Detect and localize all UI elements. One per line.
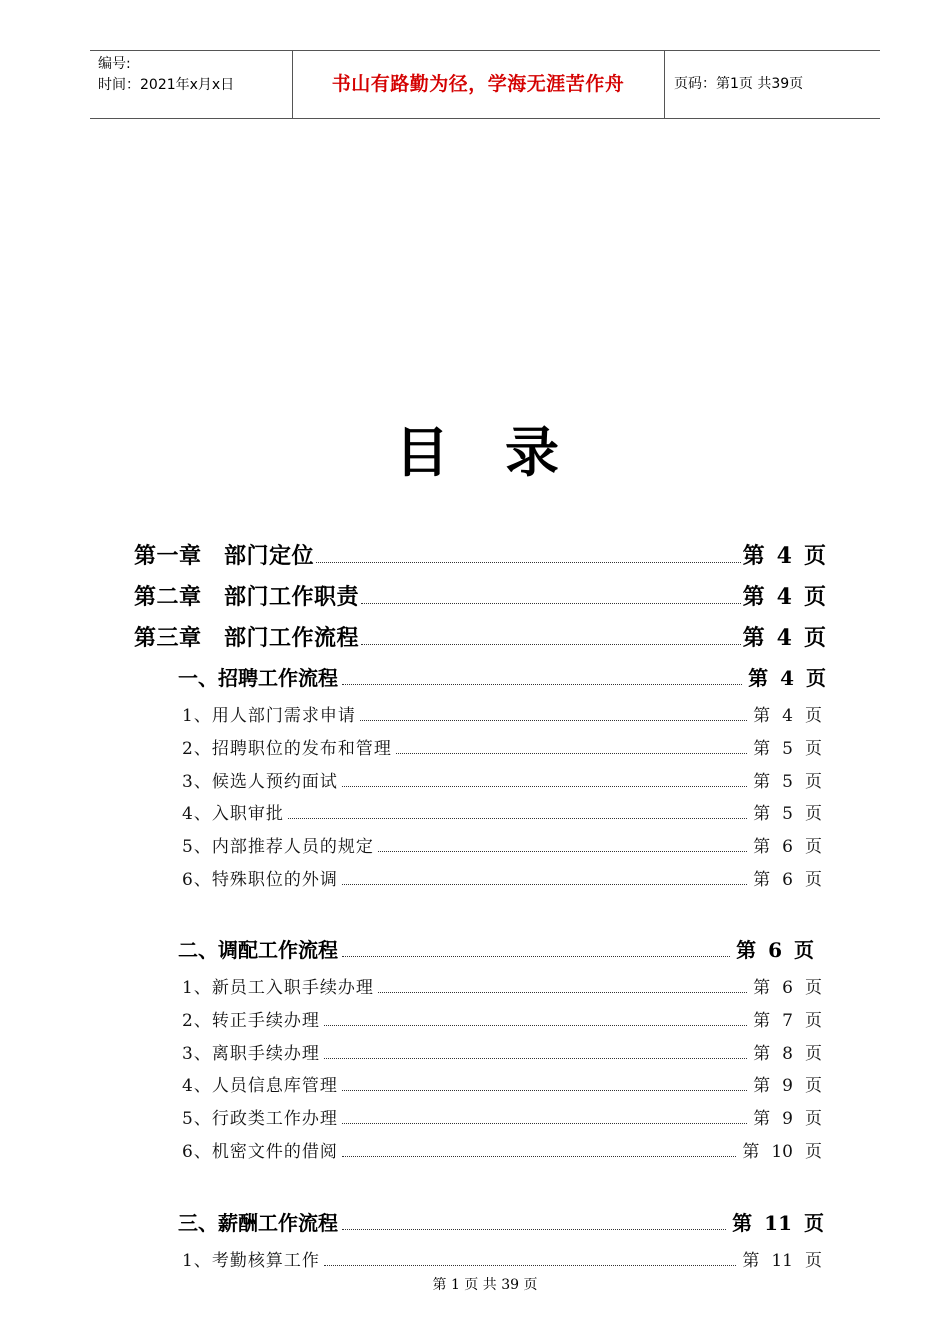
toc-entry-label: 第一章 部门定位 [134,543,315,569]
toc-page-ref: 第 9 页 [753,1109,822,1130]
toc-page-ref: 第 6 页 [753,837,822,858]
toc-entry-label: 3、候选人预约面试 [182,771,338,792]
toc-item[interactable] [182,1038,822,1064]
toc-item[interactable] [182,1005,822,1031]
toc-chapter[interactable] [134,538,826,570]
dot-leader [324,1024,747,1026]
toc-item[interactable] [182,1103,822,1129]
toc-page-ref: 第 4 页 [742,543,826,569]
dot-leader [378,850,747,852]
toc-page-ref: 第 11 页 [742,1251,822,1271]
page-footer: 第 1 页 共 39 页 [432,1277,538,1293]
dot-leader [361,602,741,604]
dot-leader [324,1057,747,1059]
toc-entry-label: 4、人员信息库管理 [182,1076,338,1097]
toc-entry-label: 二、调配工作流程 [178,938,338,962]
toc-entry-label: 一、招聘工作流程 [178,666,338,690]
toc-chapter[interactable] [134,579,826,611]
toc-page-ref: 第 5 页 [753,804,822,825]
toc-item[interactable] [182,798,822,824]
toc-item[interactable] [182,733,822,759]
dot-leader [342,955,730,957]
toc-item[interactable] [182,831,822,857]
toc-entry-label: 4、入职审批 [182,804,284,825]
toc-entry-label: 6、机密文件的借阅 [182,1142,338,1162]
toc-entry-label: 1、用人部门需求申请 [182,706,356,726]
dot-leader [396,752,747,754]
toc-item[interactable] [182,1136,822,1162]
toc-page-ref: 第 6 页 [753,870,822,890]
toc-item[interactable] [182,766,822,792]
toc-page-ref: 第 10 页 [742,1142,822,1162]
toc-item[interactable] [182,1070,822,1096]
toc-page-ref: 第 5 页 [753,771,822,792]
toc-section[interactable] [178,933,814,963]
toc-page-ref: 第 7 页 [753,1010,822,1031]
dot-leader [342,1089,747,1091]
toc-chapter[interactable] [134,620,826,652]
toc-item[interactable] [182,700,822,726]
header-divider [664,51,665,118]
toc-entry-label: 1、新员工入职手续办理 [182,978,374,998]
toc-page-ref: 第 6 页 [753,978,822,998]
toc-item[interactable] [182,972,822,998]
dot-leader [342,1155,737,1157]
dot-leader [342,883,747,885]
header-page-info: 页码：第1页 共39页 [674,76,804,92]
dot-leader [324,1264,737,1266]
toc-page-ref: 第 4 页 [748,666,826,690]
dot-leader [378,991,747,993]
toc-item[interactable] [182,1245,822,1271]
toc-entry-label: 1、考勤核算工作 [182,1251,320,1271]
dot-leader [361,643,741,645]
toc-page-ref: 第 4 页 [753,706,822,726]
toc-page-ref: 第 6 页 [736,938,814,962]
toc-section[interactable] [178,661,826,691]
toc-page-ref: 第 4 页 [742,625,826,651]
toc-entry-label: 2、招聘职位的发布和管理 [182,738,392,759]
toc-page-ref: 第 8 页 [753,1043,822,1064]
toc-section[interactable] [178,1206,824,1236]
toc-page-ref: 第 9 页 [753,1076,822,1097]
toc-entry-label: 第三章 部门工作流程 [134,625,360,651]
header-meta [98,54,234,96]
toc-entry-label: 5、行政类工作办理 [182,1109,338,1130]
dot-leader [342,1228,726,1230]
toc-page-ref: 第 5 页 [753,738,822,759]
dot-leader [342,785,747,787]
toc-entry-label: 第二章 部门工作职责 [134,584,360,610]
number-label: 编号: [98,56,131,72]
dot-leader [360,719,747,721]
toc-title: 目录 [395,420,615,484]
toc-entry-label: 2、转正手续办理 [182,1010,320,1031]
toc-entry-label: 三、薪酬工作流程 [178,1211,338,1235]
toc-entry-label: 3、离职手续办理 [182,1043,320,1064]
toc-entry-label: 5、内部推荐人员的规定 [182,837,374,858]
dot-leader [316,561,741,563]
header-motto: 书山有路勤为径，学海无涯苦作舟 [331,73,625,95]
time-label: 时间：2021年x月x日 [98,77,235,93]
dot-leader [342,1122,747,1124]
page-header [90,50,880,119]
toc-item[interactable] [182,864,822,890]
dot-leader [342,683,742,685]
toc-entry-label: 6、特殊职位的外调 [182,870,338,890]
dot-leader [288,817,747,819]
toc-page-ref: 第 11 页 [732,1211,824,1235]
toc-page-ref: 第 4 页 [742,584,826,610]
